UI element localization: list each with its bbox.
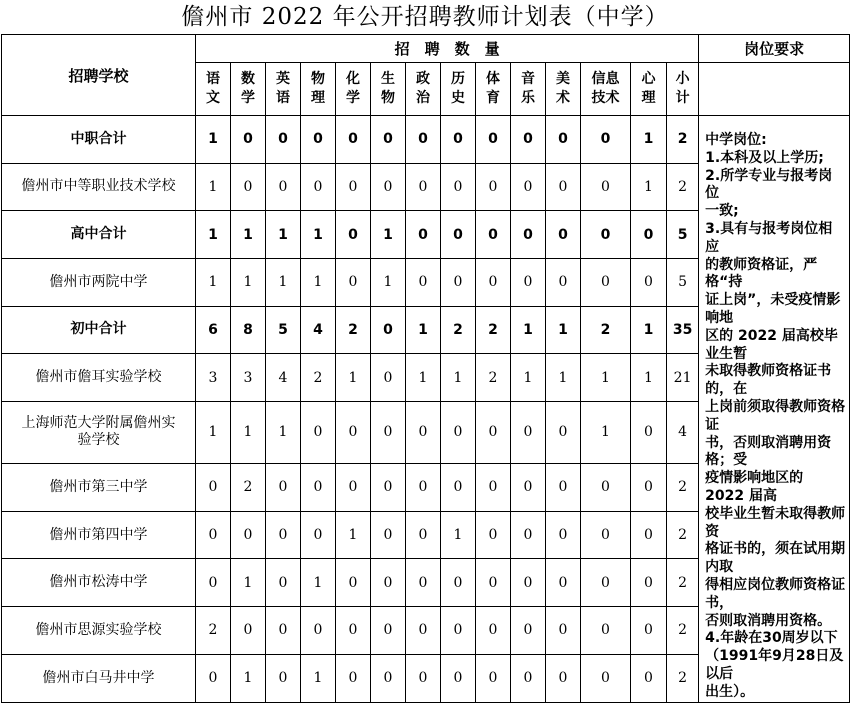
school-name: 高中合计 bbox=[2, 211, 196, 259]
requirement-line: 得相应岗位教师资格证书， bbox=[705, 576, 846, 611]
requirement-line: 疫情影响地区的 2022 届高 bbox=[705, 470, 804, 504]
requirement-line: 1.本科及以上学历; bbox=[705, 149, 824, 166]
count-cell: 0 bbox=[336, 116, 371, 164]
count-cell: 1 bbox=[266, 401, 301, 463]
count-cell: 0 bbox=[371, 559, 406, 607]
count-cell: 0 bbox=[581, 211, 631, 259]
count-cell: 1 bbox=[336, 354, 371, 402]
count-cell: 0 bbox=[441, 607, 476, 655]
count-cell: 0 bbox=[546, 401, 581, 463]
count-cell: 0 bbox=[406, 211, 441, 259]
count-cell: 0 bbox=[336, 654, 371, 702]
count-cell: 0 bbox=[581, 464, 631, 512]
page-title: 儋州市 2022 年公开招聘教师计划表（中学） bbox=[181, 4, 669, 30]
count-cell: 0 bbox=[476, 559, 511, 607]
count-cell: 0 bbox=[406, 511, 441, 559]
count-cell: 0 bbox=[406, 116, 441, 164]
count-cell: 2 bbox=[441, 306, 476, 354]
count-cell: 0 bbox=[546, 511, 581, 559]
count-cell: 0 bbox=[546, 654, 581, 702]
count-cell: 0 bbox=[441, 401, 476, 463]
count-cell: 0 bbox=[511, 401, 546, 463]
count-cell: 0 bbox=[196, 511, 231, 559]
count-cell: 2 bbox=[667, 559, 699, 607]
count-cell: 0 bbox=[441, 116, 476, 164]
count-cell: 0 bbox=[581, 258, 631, 306]
school-name: 儋州市松涛中学 bbox=[2, 559, 196, 607]
count-cell: 0 bbox=[441, 258, 476, 306]
count-cell: 0 bbox=[511, 163, 546, 211]
count-cell: 1 bbox=[196, 211, 231, 259]
count-cell: 0 bbox=[511, 654, 546, 702]
count-cell: 1 bbox=[231, 258, 266, 306]
subject-header: 历 史 bbox=[441, 63, 476, 116]
count-cell: 1 bbox=[406, 354, 441, 402]
count-cell: 0 bbox=[231, 163, 266, 211]
requirement-line: 否则取消聘用资格。 bbox=[705, 612, 832, 629]
count-cell: 0 bbox=[371, 511, 406, 559]
count-cell: 0 bbox=[546, 163, 581, 211]
count-cell: 1 bbox=[231, 211, 266, 259]
count-cell: 1 bbox=[511, 306, 546, 354]
count-cell: 0 bbox=[631, 559, 667, 607]
count-cell: 0 bbox=[406, 607, 441, 655]
count-cell: 0 bbox=[336, 211, 371, 259]
subject-header: 小 计 bbox=[667, 63, 699, 116]
count-cell: 6 bbox=[196, 306, 231, 354]
count-cell: 0 bbox=[441, 163, 476, 211]
count-cell: 0 bbox=[266, 464, 301, 512]
count-cell: 4 bbox=[301, 306, 336, 354]
count-cell: 1 bbox=[336, 511, 371, 559]
count-cell: 0 bbox=[301, 401, 336, 463]
count-cell: 0 bbox=[631, 654, 667, 702]
count-cell: 1 bbox=[301, 211, 336, 259]
subject-header: 数 学 bbox=[231, 63, 266, 116]
count-cell: 0 bbox=[196, 464, 231, 512]
requirement-line: 3.具有与报考岗位相应 bbox=[705, 220, 833, 255]
school-name: 初中合计 bbox=[2, 306, 196, 354]
count-cell: 0 bbox=[476, 116, 511, 164]
count-cell: 0 bbox=[476, 258, 511, 306]
count-cell: 0 bbox=[371, 654, 406, 702]
requirement-line: 上岗前须取得教师资格证 bbox=[705, 398, 846, 433]
count-cell: 0 bbox=[301, 163, 336, 211]
requirement-line: 出生）。 bbox=[705, 683, 755, 700]
count-cell: 0 bbox=[196, 559, 231, 607]
count-cell: 0 bbox=[631, 211, 667, 259]
count-cell: 0 bbox=[581, 654, 631, 702]
count-cell: 0 bbox=[511, 511, 546, 559]
count-cell: 0 bbox=[511, 607, 546, 655]
requirement-line: 一致; bbox=[705, 203, 739, 220]
count-cell: 0 bbox=[266, 559, 301, 607]
school-header: 招聘学校 bbox=[2, 35, 196, 116]
count-cell: 2 bbox=[667, 116, 699, 164]
requirement-line: 2.所学专业与报考岗位 bbox=[705, 167, 833, 202]
count-cell: 0 bbox=[231, 511, 266, 559]
count-cell: 0 bbox=[336, 258, 371, 306]
count-cell: 0 bbox=[476, 211, 511, 259]
requirement-line: 证上岗”，未受疫情影响地 bbox=[705, 292, 841, 326]
count-cell: 0 bbox=[631, 464, 667, 512]
count-cell: 1 bbox=[231, 401, 266, 463]
count-cell: 0 bbox=[336, 163, 371, 211]
count-cell: 21 bbox=[667, 354, 699, 402]
school-name: 儋州市中等职业技术学校 bbox=[2, 163, 196, 211]
count-cell: 0 bbox=[546, 559, 581, 607]
subject-header: 英 语 bbox=[266, 63, 301, 116]
recruitment-table bbox=[1, 34, 850, 703]
count-cell: 0 bbox=[406, 654, 441, 702]
count-cell: 0 bbox=[266, 163, 301, 211]
count-cell: 2 bbox=[301, 354, 336, 402]
count-cell: 0 bbox=[476, 511, 511, 559]
count-cell: 3 bbox=[196, 354, 231, 402]
subject-header: 生 物 bbox=[371, 63, 406, 116]
count-cell: 1 bbox=[441, 354, 476, 402]
count-cell: 0 bbox=[266, 116, 301, 164]
count-cell: 0 bbox=[336, 464, 371, 512]
count-cell: 0 bbox=[371, 401, 406, 463]
count-cell: 0 bbox=[301, 116, 336, 164]
count-header: 招 聘 数 量 bbox=[196, 35, 699, 63]
count-cell: 1 bbox=[631, 116, 667, 164]
count-cell: 0 bbox=[476, 607, 511, 655]
count-cell: 0 bbox=[546, 464, 581, 512]
count-cell: 0 bbox=[511, 464, 546, 512]
count-cell: 0 bbox=[631, 607, 667, 655]
count-cell: 0 bbox=[511, 116, 546, 164]
school-name: 上海师范大学附属儋州实 验学校 bbox=[2, 401, 196, 463]
count-cell: 0 bbox=[546, 607, 581, 655]
count-cell: 0 bbox=[406, 559, 441, 607]
requirements-cell bbox=[699, 116, 850, 703]
count-cell: 0 bbox=[266, 607, 301, 655]
count-cell: 1 bbox=[371, 211, 406, 259]
count-cell: 2 bbox=[667, 511, 699, 559]
count-cell: 0 bbox=[336, 559, 371, 607]
count-cell: 1 bbox=[546, 306, 581, 354]
count-cell: 1 bbox=[581, 354, 631, 402]
count-cell: 0 bbox=[511, 211, 546, 259]
subject-header: 心 理 bbox=[631, 63, 667, 116]
requirement-line: 校毕业生暂未取得教师资 bbox=[705, 505, 846, 540]
requirements-header-blank bbox=[699, 63, 850, 116]
count-cell: 2 bbox=[476, 306, 511, 354]
count-cell: 0 bbox=[301, 607, 336, 655]
count-cell: 0 bbox=[336, 607, 371, 655]
count-cell: 0 bbox=[371, 354, 406, 402]
count-cell: 1 bbox=[581, 401, 631, 463]
count-cell: 0 bbox=[371, 306, 406, 354]
subject-header: 音 乐 bbox=[511, 63, 546, 116]
count-cell: 1 bbox=[266, 258, 301, 306]
requirement-line: 书，否则取消聘用资格；受 bbox=[705, 434, 832, 469]
count-cell: 0 bbox=[371, 163, 406, 211]
count-cell: 0 bbox=[231, 607, 266, 655]
count-cell: 1 bbox=[546, 354, 581, 402]
count-cell: 0 bbox=[371, 116, 406, 164]
subject-header: 语 文 bbox=[196, 63, 231, 116]
count-cell: 0 bbox=[196, 654, 231, 702]
count-cell: 0 bbox=[546, 258, 581, 306]
count-cell: 0 bbox=[371, 607, 406, 655]
count-cell: 0 bbox=[441, 464, 476, 512]
count-cell: 1 bbox=[266, 211, 301, 259]
count-cell: 1 bbox=[196, 401, 231, 463]
count-cell: 5 bbox=[667, 258, 699, 306]
count-cell: 0 bbox=[546, 116, 581, 164]
count-cell: 0 bbox=[441, 654, 476, 702]
requirement-line: 格证书的，须在试用期内取 bbox=[705, 541, 846, 576]
count-cell: 5 bbox=[667, 211, 699, 259]
count-cell: 1 bbox=[196, 163, 231, 211]
count-cell: 0 bbox=[581, 116, 631, 164]
count-cell: 2 bbox=[667, 464, 699, 512]
count-cell: 0 bbox=[631, 511, 667, 559]
requirement-line: 4.年龄在30周岁以下 bbox=[705, 630, 838, 647]
count-cell: 0 bbox=[581, 559, 631, 607]
count-cell: 0 bbox=[631, 258, 667, 306]
count-cell: 0 bbox=[266, 511, 301, 559]
count-cell: 2 bbox=[667, 163, 699, 211]
count-cell: 1 bbox=[301, 559, 336, 607]
count-cell: 1 bbox=[196, 116, 231, 164]
school-name: 儋州市两院中学 bbox=[2, 258, 196, 306]
school-name: 儋州市第四中学 bbox=[2, 511, 196, 559]
count-cell: 4 bbox=[667, 401, 699, 463]
count-cell: 1 bbox=[631, 163, 667, 211]
count-cell: 0 bbox=[441, 559, 476, 607]
count-cell: 1 bbox=[441, 511, 476, 559]
count-cell: 0 bbox=[266, 654, 301, 702]
count-cell: 0 bbox=[406, 258, 441, 306]
count-cell: 8 bbox=[231, 306, 266, 354]
school-name: 儋州市儋耳实验学校 bbox=[2, 354, 196, 402]
count-cell: 0 bbox=[511, 258, 546, 306]
count-cell: 1 bbox=[301, 258, 336, 306]
count-cell: 4 bbox=[266, 354, 301, 402]
count-cell: 0 bbox=[581, 511, 631, 559]
count-cell: 2 bbox=[581, 306, 631, 354]
count-cell: 2 bbox=[476, 354, 511, 402]
count-cell: 35 bbox=[667, 306, 699, 354]
count-cell: 0 bbox=[511, 559, 546, 607]
subject-header: 信息 技术 bbox=[581, 63, 631, 116]
count-cell: 0 bbox=[441, 211, 476, 259]
count-cell: 0 bbox=[336, 401, 371, 463]
subject-header: 政 治 bbox=[406, 63, 441, 116]
count-cell: 0 bbox=[581, 607, 631, 655]
school-name: 儋州市思源实验学校 bbox=[2, 607, 196, 655]
count-cell: 1 bbox=[631, 354, 667, 402]
count-cell: 1 bbox=[196, 258, 231, 306]
school-name: 中职合计 bbox=[2, 116, 196, 164]
count-cell: 0 bbox=[546, 211, 581, 259]
count-cell: 0 bbox=[301, 464, 336, 512]
subject-header: 化 学 bbox=[336, 63, 371, 116]
count-cell: 0 bbox=[476, 163, 511, 211]
count-cell: 2 bbox=[196, 607, 231, 655]
table-row bbox=[2, 116, 850, 164]
count-cell: 2 bbox=[231, 464, 266, 512]
requirements-header: 岗位要求 bbox=[699, 35, 850, 63]
count-cell: 0 bbox=[476, 464, 511, 512]
count-cell: 0 bbox=[371, 464, 406, 512]
school-name: 儋州市白马井中学 bbox=[2, 654, 196, 702]
count-cell: 1 bbox=[511, 354, 546, 402]
requirement-line: （1991年9月28日及以后 bbox=[705, 648, 844, 682]
count-cell: 3 bbox=[231, 354, 266, 402]
requirement-line: 中学岗位: bbox=[705, 132, 767, 148]
count-cell: 0 bbox=[231, 116, 266, 164]
subject-header: 物 理 bbox=[301, 63, 336, 116]
count-cell: 5 bbox=[266, 306, 301, 354]
count-cell: 1 bbox=[231, 654, 266, 702]
count-cell: 0 bbox=[581, 163, 631, 211]
count-cell: 0 bbox=[406, 464, 441, 512]
count-cell: 0 bbox=[476, 401, 511, 463]
subject-header: 体 育 bbox=[476, 63, 511, 116]
count-cell: 2 bbox=[667, 654, 699, 702]
count-cell: 1 bbox=[371, 258, 406, 306]
count-cell: 1 bbox=[301, 654, 336, 702]
count-cell: 0 bbox=[631, 401, 667, 463]
requirement-line: 区的 2022 届高校毕业生暂 bbox=[705, 327, 838, 362]
count-cell: 0 bbox=[406, 401, 441, 463]
count-cell: 0 bbox=[406, 163, 441, 211]
school-name: 儋州市第三中学 bbox=[2, 464, 196, 512]
count-cell: 0 bbox=[301, 511, 336, 559]
count-cell: 2 bbox=[336, 306, 371, 354]
count-cell: 1 bbox=[631, 306, 667, 354]
requirement-line: 未取得教师资格证书的，在 bbox=[705, 363, 832, 398]
subject-header: 美 术 bbox=[546, 63, 581, 116]
count-cell: 0 bbox=[476, 654, 511, 702]
count-cell: 2 bbox=[667, 607, 699, 655]
count-cell: 1 bbox=[406, 306, 441, 354]
requirement-line: 的教师资格证，严格“持 bbox=[705, 256, 818, 291]
count-cell: 1 bbox=[231, 559, 266, 607]
